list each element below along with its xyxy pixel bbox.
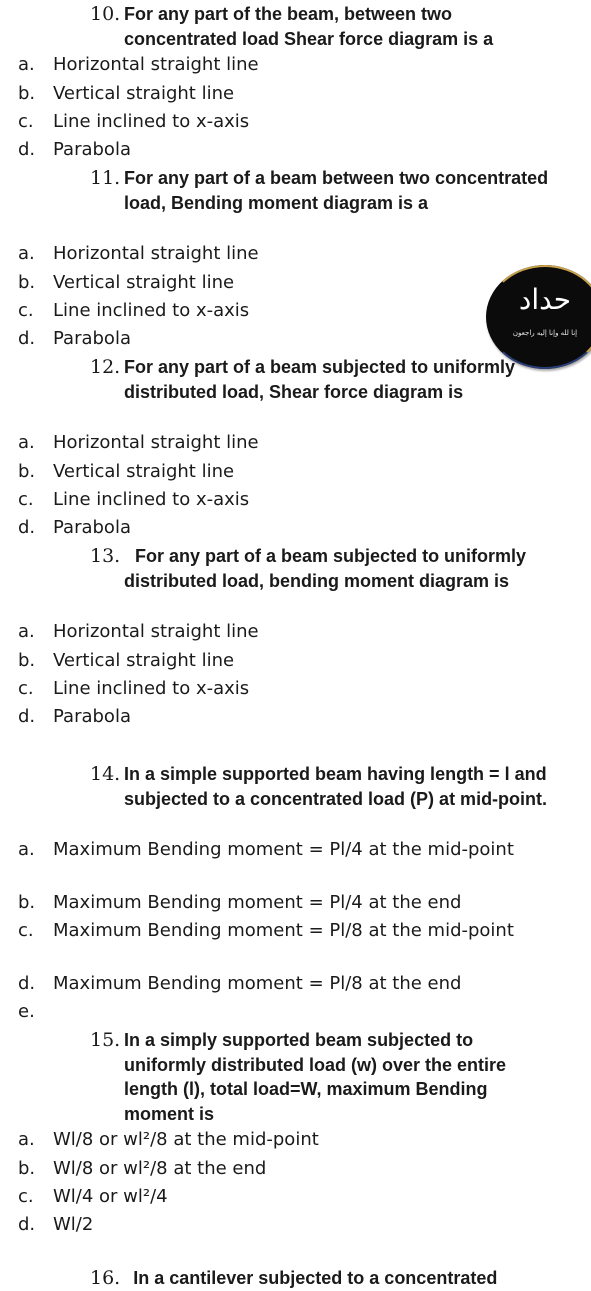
option-text: Horizontal straight line — [53, 54, 259, 75]
option-letter: a. — [18, 54, 35, 75]
question-14 — [90, 762, 550, 811]
option-text: Parabola — [53, 706, 131, 727]
option-letter: b. — [18, 892, 36, 913]
question-16-cut-off — [90, 1266, 550, 1291]
option-text: Maximum Bending moment = Pl/4 at the end — [53, 892, 462, 913]
question-11 — [90, 166, 550, 215]
question-number: 16. — [90, 1267, 121, 1289]
option-12c — [18, 488, 538, 513]
option-letter: c. — [18, 300, 34, 321]
question-text: In a cantilever subjected to a concentrated — [133, 1268, 498, 1288]
watermark-subtitle: إنا لله وإنا إليه راجعون — [512, 329, 578, 337]
option-letter: a. — [18, 621, 35, 642]
option-letter: c. — [18, 920, 34, 941]
option-text: Parabola — [53, 517, 131, 538]
question-text: In a simple supported beam having length = l and subjected to a concentrated load (P) at mid-point. — [124, 764, 548, 809]
option-11b — [18, 271, 538, 296]
option-15c — [18, 1185, 538, 1210]
watermark-badge — [486, 265, 591, 369]
option-13c — [18, 677, 538, 702]
option-text: Vertical straight line — [53, 461, 235, 482]
option-15a — [18, 1128, 538, 1153]
option-letter: d. — [18, 328, 36, 349]
question-number: 12. — [90, 356, 121, 378]
option-14b — [18, 891, 538, 916]
option-14d — [18, 972, 538, 997]
option-letter: a. — [18, 243, 35, 264]
option-text: Line inclined to x-axis — [53, 678, 250, 699]
option-11c — [18, 299, 538, 324]
question-text: For any part of a beam between two concentrated load, Bending moment diagram is a — [124, 168, 549, 213]
option-11d — [18, 327, 538, 352]
question-number: 11. — [90, 167, 121, 189]
option-letter: a. — [18, 432, 35, 453]
option-letter: c. — [18, 678, 34, 699]
option-text: Line inclined to x-axis — [53, 489, 250, 510]
option-12d — [18, 516, 538, 541]
question-text: In a simply supported beam subjected to uniformly distributed load (w) over the entire length (l), total load=W, maximum Bending moment is — [124, 1030, 507, 1124]
question-number: 14. — [90, 763, 121, 785]
question-text: For any part of a beam subjected to uniformly distributed load, bending moment diagram is — [124, 546, 527, 591]
question-12 — [90, 355, 550, 404]
option-letter: b. — [18, 650, 36, 671]
option-letter: d. — [18, 706, 36, 727]
option-14a — [18, 838, 518, 863]
option-12b — [18, 460, 538, 485]
option-13b — [18, 649, 538, 674]
option-letter: d. — [18, 517, 36, 538]
option-letter: c. — [18, 1186, 34, 1207]
option-text: Line inclined to x-axis — [53, 111, 250, 132]
option-text: Horizontal straight line — [53, 621, 259, 642]
question-number: 15. — [90, 1029, 121, 1051]
option-letter: a. — [18, 839, 35, 860]
option-text: Vertical straight line — [53, 83, 235, 104]
option-11a — [18, 242, 538, 267]
option-10d — [18, 138, 538, 163]
question-text: For any part of a beam subjected to uniformly distributed load, Shear force diagram is — [124, 357, 516, 402]
option-13d — [18, 705, 538, 730]
option-13a — [18, 620, 538, 645]
badge-ring — [486, 265, 591, 369]
question-15 — [90, 1028, 550, 1126]
option-letter: a. — [18, 1129, 35, 1150]
option-letter: b. — [18, 272, 36, 293]
option-letter: c. — [18, 489, 34, 510]
question-13 — [90, 544, 550, 593]
option-letter: d. — [18, 973, 36, 994]
option-15d — [18, 1213, 538, 1238]
watermark-title: حداد — [518, 283, 572, 316]
question-number: 10. — [90, 3, 121, 25]
option-text: Wl/2 — [53, 1214, 94, 1235]
option-letter: c. — [18, 111, 34, 132]
option-text: Line inclined to x-axis — [53, 300, 250, 321]
option-text: Maximum Bending moment = Pl/4 at the mid-point — [53, 839, 514, 860]
option-text: Vertical straight line — [53, 650, 235, 671]
option-letter: d. — [18, 139, 36, 160]
option-10a — [18, 53, 538, 78]
question-number: 13. — [90, 545, 121, 567]
option-text: Vertical straight line — [53, 272, 235, 293]
option-text: Horizontal straight line — [53, 243, 259, 264]
option-letter: d. — [18, 1214, 36, 1235]
option-text: Wl/8 or wl²/8 at the end — [53, 1158, 267, 1179]
option-letter: e. — [18, 1001, 35, 1022]
option-letter: b. — [18, 461, 36, 482]
option-text: Horizontal straight line — [53, 432, 259, 453]
question-text: For any part of the beam, between two concentrated load Shear force diagram is a — [124, 4, 494, 49]
option-text: Maximum Bending moment = Pl/8 at the mid-point — [53, 920, 514, 941]
option-letter: b. — [18, 1158, 36, 1179]
option-text: Parabola — [53, 328, 131, 349]
option-10b — [18, 82, 538, 107]
option-10c — [18, 110, 538, 135]
option-12a — [18, 431, 538, 456]
option-text: Wl/4 or wl²/4 — [53, 1186, 168, 1207]
question-10 — [90, 2, 550, 51]
option-15b — [18, 1157, 538, 1182]
option-text: Maximum Bending moment = Pl/8 at the end — [53, 973, 462, 994]
option-14c — [18, 919, 518, 944]
option-letter: b. — [18, 83, 36, 104]
option-text: Parabola — [53, 139, 131, 160]
option-text: Wl/8 or wl²/8 at the mid-point — [53, 1129, 319, 1150]
